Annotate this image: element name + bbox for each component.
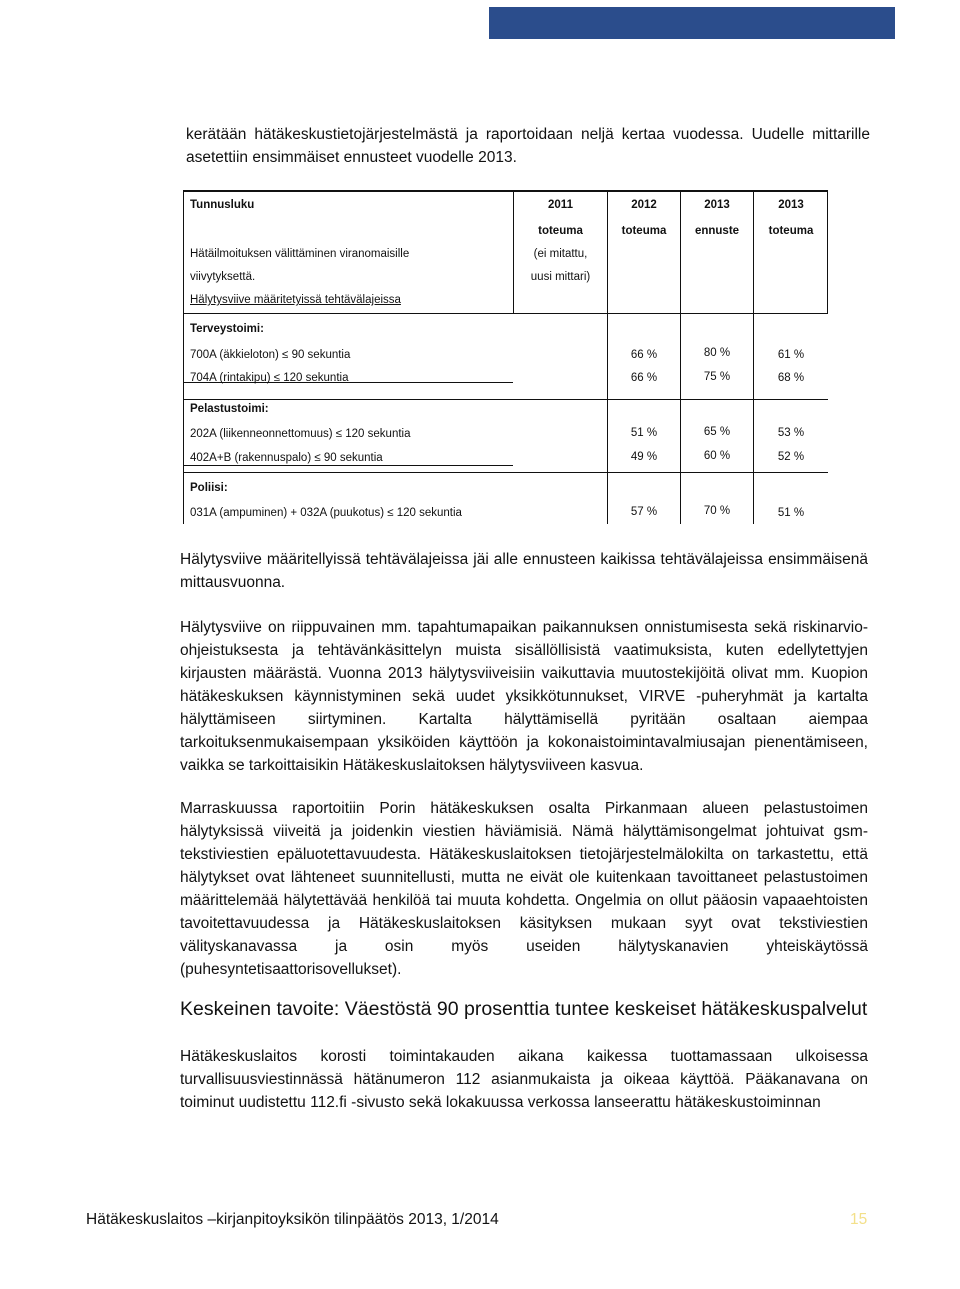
section-line-3 [183,472,828,473]
col-note-2011-a: (ei mitattu, [533,248,588,260]
row-value-2012: 66 % [630,372,658,384]
label-col-line3: Hälytysviive määritetyissä tehtävälajeissa [190,294,401,306]
col-sub-2013-actual: toteuma [768,225,814,237]
section-title: Terveystoimi: [190,323,264,335]
col-year-2011: 2011 [548,199,573,211]
col-note-2011-b: uusi mittari) [530,271,591,283]
row-label: 704A (rintakipu) ≤ 120 sekuntia [190,372,349,384]
row-label: 202A (liikenneonnettomuus) ≤ 120 sekuntia [190,428,411,440]
row-value-2013-actual: 51 % [777,507,805,519]
col-year-2013-forecast: 2013 [704,199,730,211]
row-value-2012: 57 % [630,506,658,518]
row-value-2013-actual: 61 % [777,349,805,361]
label-col-line1: Hätäilmoituksen välittäminen viranomaisille [190,248,410,260]
row-value-2012: 51 % [630,427,658,439]
section-title: Poliisi: [190,482,228,494]
table-left-border [183,190,184,524]
label-col-title: Tunnusluku [190,199,255,211]
section-heading: Keskeinen tavoite: Väestöstä 90 prosenttia tuntee keskeiset hätäkeskuspalvelut [180,998,868,1020]
label-col-line2: viivytyksettä. [190,271,256,283]
row-value-2013-forecast: 75 % [703,371,731,383]
row-value-2013-actual: 53 % [777,427,805,439]
row-value-2013-forecast: 70 % [703,505,731,517]
row-value-2013-actual: 68 % [777,372,805,384]
col-year-2012: 2012 [631,199,657,211]
row-value-2012: 66 % [630,349,658,361]
paragraph-3: Marraskuussa raportoitiin Porin hätäkeskuksen osalta Pirkanmaan alueen pelastustoimen hälytyksissä viiveitä ja joidenkin viestien häviämisiä. Nämä hälyttämisongelmat johtuivat gsm-tekstiviestien epäluotettavuudesta. Hätäkeskuslaitoksen tietojärjestelmälokilta on tarkastettu, että hälytykset ovat lähteneet suunnitellusti, mutta ne eivät ole kuitenkaan tavoittaneet pelastustoimen määrittelemää hälytettävää henkilöä tai muuta kohdetta. Ongelmia on ollut pääosin vapaaehtoisten tavoitettavuudessa ja Hätäkeskuslaitoksen käsityksen mukaan syyt ovat tekstiviestien välityskanavassa ja osin myös useiden hälytyskanavien yhteiskäytössä (puhesyntetisaattorisovellukset). [180,800,868,978]
col-year-2013-actual: 2013 [778,199,804,211]
table-top-border [183,190,828,192]
row-label: 700A (äkkieloton) ≤ 90 sekuntia [190,349,351,361]
col-sub-2012: toteuma [621,225,667,237]
section-title: Pelastustoimi: [190,403,269,415]
paragraph-1: Hälytysviive määritellyissä tehtävälajeissa jäi alle ennusteen kaikissa tehtävälajeissa ensimmäisenä mittausvuonna. [180,551,868,591]
row-value-2013-forecast: 60 % [703,450,731,462]
col-sub-2011: toteuma [538,225,583,237]
row-value-2013-actual: 52 % [777,451,805,463]
footer-text: Hätäkeskuslaitos –kirjanpitoyksikön tilinpäätös 2013, 1/2014 [86,1211,499,1228]
intro-paragraph: kerätään hätäkeskustietojärjestelmästä ja raportoidaan neljä kertaa vuodessa. Uudelle mittarille asetettiin ensimmäiset ennusteet vuodelle 2013. [186,126,870,166]
page-number: 15 [850,1211,868,1228]
row-underline-2 [183,465,513,466]
section-line-2 [183,399,828,400]
header-color-bar [489,7,895,39]
paragraph-2: Hälytysviive on riippuvainen mm. tapahtumapaikan paikannuksen onnistumisesta sekä riskinarvio-ohjeistuksesta ja tehtävänkäsittelyn muista sisällöllisistä vaatimuksista, kuten edellytettyjen kirjausten määrästä. Vuonna 2013 hälytysviiveisiin vaikuttavia muutostekijöitä olivat mm. Kuopion hätäkeskuksen käynnistyminen sekä uudet yksikkötunnukset, VIRVE -puheryhmät ja kartalta hälyttämiseen siirtyminen. Kartalta hälyttämisellä pyritään osaltaan aiempaa tarkoituksenmukaisempaan yksiköiden käyttöön ja kokonaistoimintavalmiusajan pienentämiseen, vaikka se tarkoittaisikin Hätäkeskuslaitoksen hälytysviiveen kasvua. [180,619,868,774]
col-sub-2013-forecast: ennuste [694,225,740,237]
kpi-table [183,190,828,524]
row-value-2013-forecast: 65 % [703,426,731,438]
row-value-2013-forecast: 80 % [703,347,731,359]
row-label: 402A+B (rakennuspalo) ≤ 90 sekuntia [190,452,383,464]
header-bottom-line [183,313,828,314]
paragraph-4: Hätäkeskuslaitos korosti toimintakauden aikana kaikessa tuottamassaan ulkoisessa turvallisuusviestinnässä hätänumeron 112 asianmukaista ja oikeaa käyttöä. Pääkanavana on toiminut uudistettu 112.fi -sivusto sekä lokakuussa verkossa lanseerattu hätäkeskustoiminnan [180,1048,868,1111]
row-value-2012: 49 % [630,451,658,463]
row-label: 031A (ampuminen) + 032A (puukotus) ≤ 120 sekuntia [190,507,462,519]
